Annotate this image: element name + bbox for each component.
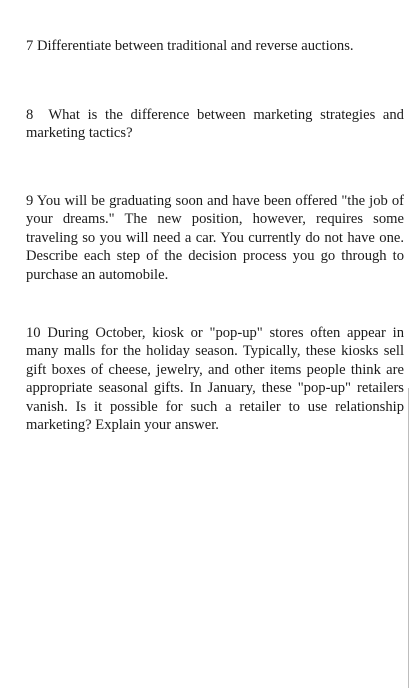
question-text: Differentiate between traditional and reverse auctions.	[36, 38, 354, 54]
question-text: During October, kiosk or "pop-up" stores often appear in many malls for the holiday season. Typically, these kiosks sell gift boxes of cheese, jewelry, and other items people think are appropriate seasonal gifts. In January, these "pop-up" retailers vanish. Is it possible for such a retailer to use relationship marketing? Explain your answer.	[26, 325, 404, 434]
question-number: 9	[26, 193, 34, 209]
question-9	[26, 192, 404, 284]
question-text: What is the difference between marketing strategies and marketing tactics?	[26, 107, 404, 142]
page-edge-divider	[408, 388, 409, 688]
question-8	[26, 106, 404, 143]
question-10	[26, 324, 404, 434]
question-number: 10	[26, 325, 41, 341]
question-number: 7	[26, 38, 34, 54]
question-text: You will be graduating soon and have been offered "the job of your dreams." The new position, however, requires some traveling so you will need a car. You currently do not have one. Describe each step of the decision process you go through to purchase an automobile.	[26, 193, 404, 283]
question-7	[26, 37, 404, 55]
question-number: 8	[26, 107, 34, 123]
